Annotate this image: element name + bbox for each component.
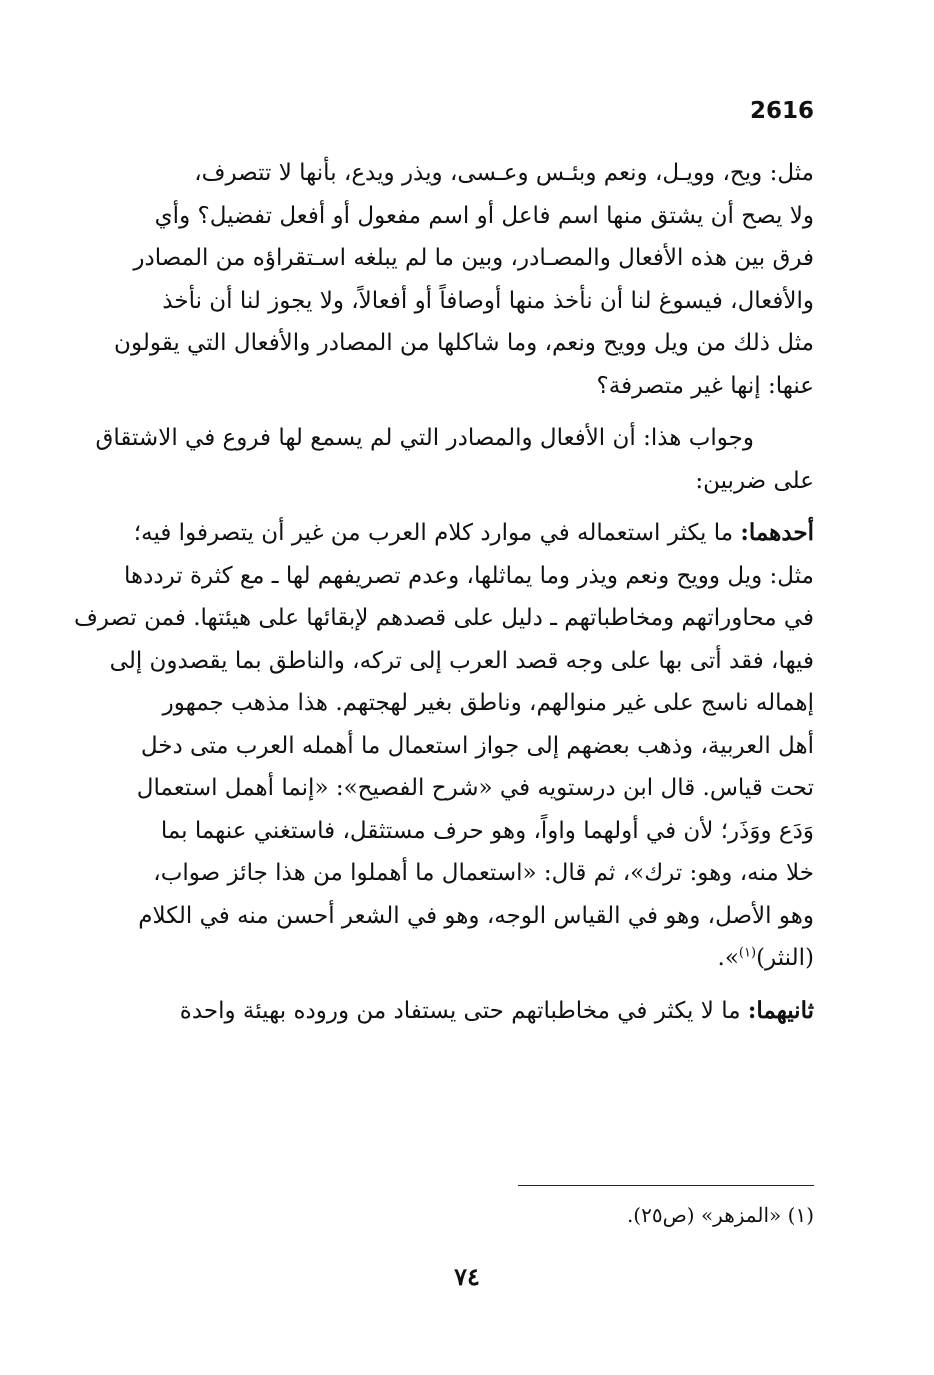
lead-term: ثانيهما: <box>747 996 814 1024</box>
page-id: 2616 <box>749 98 814 124</box>
footnote-reference[interactable]: (١) <box>738 945 757 961</box>
page-number: ٧٤ <box>454 1262 480 1291</box>
text-line: مثل: ويح، وويـل، ونعم وبئـس وعـسى، ويذر ويدع، بأنها لا تتصرف، <box>194 160 814 186</box>
text-line: فيها، فقد أتى بها على وجه قصد العرب إلى تركه، والناطق بما يقصدون إلى <box>109 647 814 674</box>
paragraph-2 <box>95 417 814 502</box>
text-line: ولا يصح أن يشتق منها اسم فاعل أو اسم مفعول أو أفعل تفضيل؟ وأي <box>154 202 814 229</box>
paragraph-4 <box>106 990 814 1033</box>
text-line: في محاوراتهم ومخاطباتهم ـ دليل على قصدهم لإبقائها على هيئتها. فمن تصرف <box>73 605 814 631</box>
footnote-text: «المزهر» (ص٢٥). <box>626 1203 782 1227</box>
text-line: مثل ذلك من ويل وويح ونعم، وما شاكلها من المصادر والأفعال التي يقولون <box>114 330 814 356</box>
text-line <box>106 512 814 555</box>
text-line: (النثر)$^{(١)}$». <box>717 945 814 971</box>
text-line: أهل العربية، وذهب بعضهم إلى جواز استعمال ما أهمله العرب متى دخل <box>140 732 814 759</box>
text-line: إهماله ناسج على غير منوالهم، وناطق بغير لهجتهم. هذا مذهب جمهور <box>162 690 814 716</box>
footnote-marker: (١) <box>787 1203 814 1227</box>
text-line: تحت قياس. قال ابن درستويه في «شرح الفصيح»: «إنما أهمل استعمال <box>136 775 814 801</box>
text-line: وهو الأصل، وهو في القياس الوجه، وهو في الشعر أحسن منه في الكلام <box>138 902 814 929</box>
text-run: النثر) <box>756 945 806 971</box>
text-line: فرق بين هذه الأفعال والمصـادر، وبين ما لم يبلغه اسـتقراؤه من المصادر <box>133 245 814 271</box>
text-line <box>106 990 814 1033</box>
text-run: ». <box>717 945 739 971</box>
text-line: مثل: ويل وويح ونعم ويذر وما يماثلها، وعدم تصريفهم لها ـ مع كثرة ترددها <box>123 562 814 589</box>
paragraph-3 <box>73 512 814 980</box>
lead-term: أحدهما: <box>740 519 814 546</box>
footnote <box>314 1203 814 1227</box>
text-line: والأفعال، فيسوغ لنا أن نأخذ منها أوصافاً أو أفعالاً، ولا يجوز لنا أن نأخذ <box>162 287 814 314</box>
main-text <box>73 152 814 1042</box>
paragraph-1 <box>106 152 814 407</box>
text-line: على ضربين: <box>695 467 814 494</box>
text-line: خلا منه، وهو: ترك»، ثم قال: «استعمال ما أهملوا من هذا جائز صواب، <box>153 860 814 886</box>
text-line: عنها: إنها غير متصرفة؟ <box>596 372 814 399</box>
text-line: وجواب هذا: أن الأفعال والمصادر التي لم يسمع لها فروع في الاشتقاق <box>95 425 754 451</box>
text-line: وَدَع ووَذَر؛ لأن في أولهما واواً، وهو حرف مستثقل، فاستغني عنهما بما <box>160 817 814 844</box>
footnote-divider <box>518 1185 814 1186</box>
text-run: ما لا يكثر في مخاطباتهم حتى يستفاد من وروده بهيئة واحدة <box>179 997 741 1024</box>
text-run: ما يكثر استعماله في موارد كلام العرب من غير أن يتصرفوا فيه؛ <box>133 520 734 546</box>
